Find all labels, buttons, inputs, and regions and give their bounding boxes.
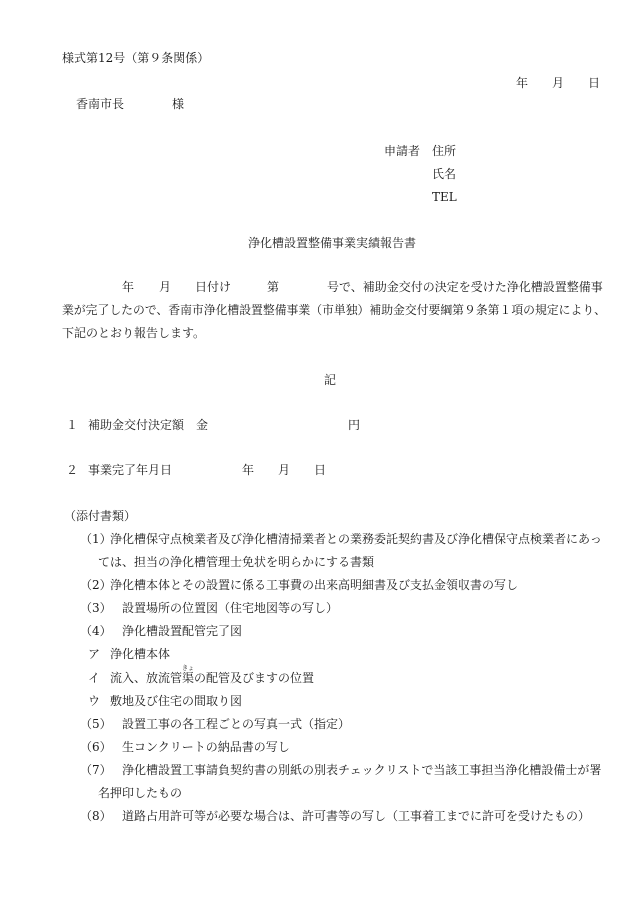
body-day: 日付け bbox=[195, 280, 232, 294]
applicant-label: 申請者 bbox=[384, 144, 421, 158]
attachment-8-text: 道路占用許可等が必要な場合は、許可書等の写し（工事着工までに許可を受けたもの） bbox=[122, 809, 591, 823]
body-line1-rest: 号で、補助金交付の決定を受けた浄化槽設置整備事 bbox=[327, 280, 603, 294]
attachment-4b-text-before: 流入、放流管 bbox=[110, 671, 183, 685]
attachment-2-text: 浄化槽本体とその設置に係る工事費の出来高明細書及び支払金領収書の写し bbox=[110, 578, 519, 592]
attachment-3-number: （3） bbox=[80, 601, 112, 615]
attachment-1-line2: ては、担当の浄化槽管理士免状を明らかにする書類 bbox=[98, 555, 375, 569]
attachment-5-number: （5） bbox=[80, 717, 112, 731]
attachment-4-number: （4） bbox=[80, 624, 112, 638]
item2-year: 年 bbox=[242, 463, 255, 477]
attachment-1-line1: 浄化槽保守点検業者及び浄化槽清掃業者との業務委託契約書及び浄化槽保守点検業者にあっ bbox=[110, 532, 602, 546]
attachment-7-line2: 名押印したもの bbox=[98, 786, 183, 800]
form-number: 様式第12号（第９条関係） bbox=[62, 51, 210, 65]
ruby-kanji bbox=[182, 665, 195, 685]
item1-unit: 円 bbox=[348, 418, 361, 432]
attachment-4c-text: 敷地及び住宅の間取り図 bbox=[110, 694, 243, 708]
tel-label: TEL bbox=[432, 190, 457, 204]
item2-number: ２ bbox=[66, 463, 79, 477]
attachment-5-text: 設置工事の各工程ごとの写真一式（指定） bbox=[122, 717, 351, 731]
date-day-label: 日 bbox=[588, 76, 601, 90]
body-line3: 下記のとおり報告します。 bbox=[62, 326, 206, 340]
date-month-label: 月 bbox=[552, 76, 565, 90]
date-year-label: 年 bbox=[516, 76, 529, 90]
ruby-reading: きょ bbox=[182, 665, 195, 672]
item2-month: 月 bbox=[278, 463, 291, 477]
body-line2: 業が完了したので、香南市浄化槽設置整備事業（市単独）補助金交付要綱第９条第１項の規定により、 bbox=[62, 303, 606, 317]
ruby-base: 渠 bbox=[182, 671, 195, 685]
document-title: 浄化槽設置整備事業実績報告書 bbox=[248, 236, 417, 250]
attachment-1-number: （1） bbox=[80, 532, 112, 546]
attachment-4a-text: 浄化槽本体 bbox=[110, 647, 171, 661]
item2-day: 日 bbox=[314, 463, 327, 477]
attachment-8-number: （8） bbox=[80, 809, 112, 823]
attachment-4c-label: ウ bbox=[88, 694, 101, 708]
name-label: 氏名 bbox=[432, 167, 457, 181]
addressee: 香南市長 bbox=[76, 97, 125, 111]
item1-label: 補助金交付決定額 bbox=[88, 418, 185, 432]
body-year: 年 bbox=[122, 280, 135, 294]
body-month: 月 bbox=[159, 280, 172, 294]
item2-label: 事業完了年月日 bbox=[88, 463, 173, 477]
attachment-2-number: （2） bbox=[80, 578, 112, 592]
attachment-6-text: 生コンクリートの納品書の写し bbox=[122, 740, 290, 754]
attachment-4b-text bbox=[110, 665, 315, 685]
item1-number: １ bbox=[66, 418, 79, 432]
attachment-4a-label: ア bbox=[88, 647, 101, 661]
addressee-suffix: 様 bbox=[172, 97, 185, 111]
address-label: 住所 bbox=[432, 144, 457, 158]
item1-prefix: 金 bbox=[196, 418, 209, 432]
body-number-prefix: 第 bbox=[267, 280, 280, 294]
attachment-3-text: 設置場所の位置図（住宅地図等の写し） bbox=[122, 601, 339, 615]
attachment-7-number: （7） bbox=[80, 763, 112, 777]
ki-heading: 記 bbox=[324, 373, 337, 387]
attachment-6-number: （6） bbox=[80, 740, 112, 754]
attachment-4-text: 浄化槽設置配管完了図 bbox=[122, 624, 243, 638]
attachments-heading: （添付書類） bbox=[64, 509, 137, 523]
attachment-4b-label: イ bbox=[88, 671, 101, 685]
attachment-7-line1: 浄化槽設置工事請負契約書の別紙の別表チェックリストで当該工事担当浄化槽設備士が署 bbox=[122, 763, 602, 777]
attachment-4b-text-after: の配管及びますの位置 bbox=[194, 671, 315, 685]
